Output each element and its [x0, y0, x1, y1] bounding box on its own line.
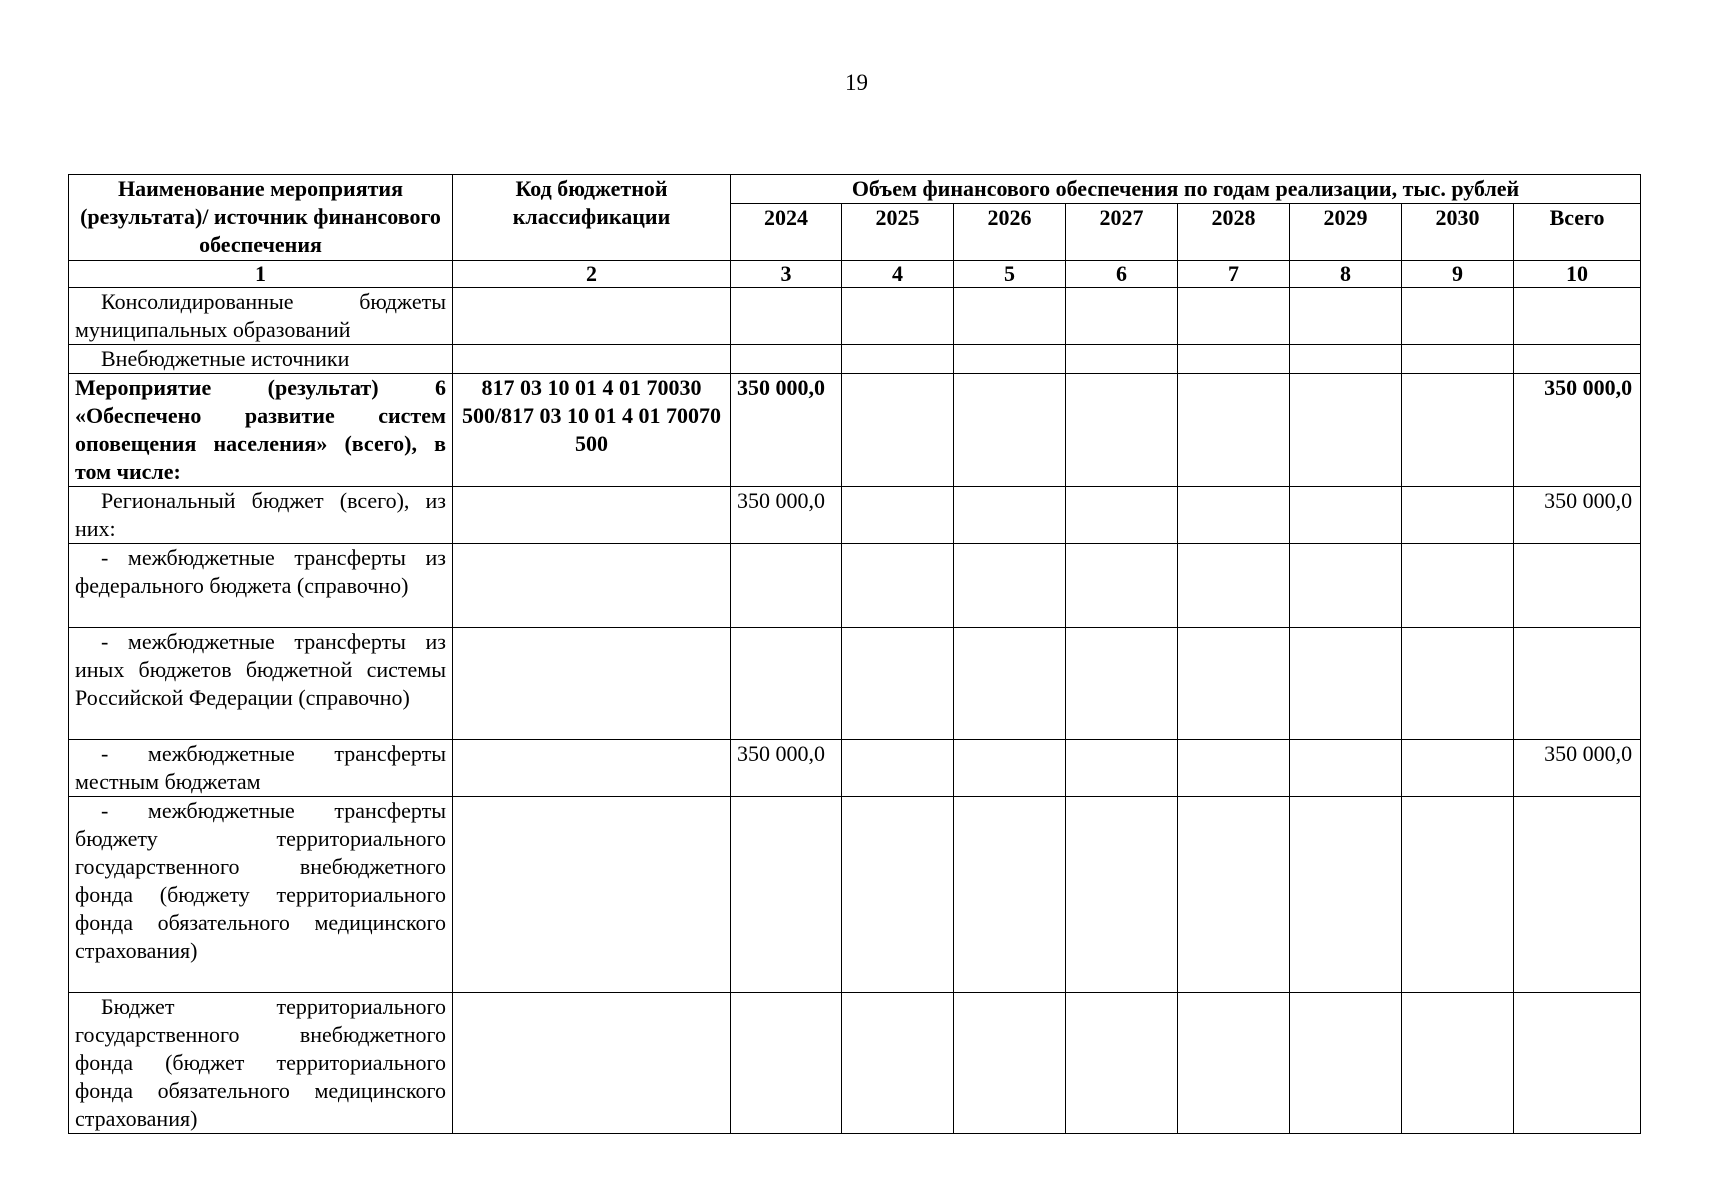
row-code: [453, 628, 731, 740]
row-value: [1402, 544, 1514, 628]
row-name: Региональный бюджет (всего), из них:: [75, 488, 446, 541]
row-name: - межбюджетные трансферты местным бюджетам: [75, 741, 446, 794]
row-value: [1178, 740, 1290, 797]
row-value: 350 000,0: [731, 487, 842, 544]
table-row: [69, 797, 1641, 993]
row-value: [954, 740, 1066, 797]
row-value: [731, 345, 842, 374]
row-value: [1290, 374, 1402, 487]
row-name: Внебюджетные источники: [101, 346, 350, 371]
row-value: [1402, 487, 1514, 544]
row-value: [1290, 345, 1402, 374]
header-year: 2026: [954, 204, 1066, 261]
row-code: [453, 288, 731, 345]
row-total: [1514, 288, 1641, 345]
financing-table: [68, 174, 1641, 1134]
row-name: - межбюджетные трансферты из иных бюджетов бюджетной системы Российской Федерации (справочно): [75, 629, 446, 710]
row-total: 350 000,0: [1514, 374, 1641, 487]
row-value: [842, 374, 954, 487]
row-value: [731, 288, 842, 345]
row-value: [1402, 993, 1514, 1134]
row-value: [1290, 993, 1402, 1134]
row-value: [1402, 345, 1514, 374]
row-value: 350 000,0: [731, 374, 842, 487]
column-number: 7: [1178, 261, 1290, 288]
row-value: [731, 993, 842, 1134]
row-value: [1178, 993, 1290, 1134]
row-value: [1402, 797, 1514, 993]
header-years-title: Объем финансового обеспечения по годам реализации, тыс. рублей: [731, 175, 1641, 204]
row-value: [1178, 797, 1290, 993]
table-row: [69, 628, 1641, 740]
row-value: [1178, 628, 1290, 740]
row-value: [1066, 487, 1178, 544]
row-total: 350 000,0: [1514, 487, 1641, 544]
row-value: [842, 345, 954, 374]
header-year: 2027: [1066, 204, 1178, 261]
table-row: [69, 993, 1641, 1134]
page-number: 19: [845, 70, 868, 95]
row-code: [453, 345, 731, 374]
row-code: [453, 797, 731, 993]
row-value: [1178, 374, 1290, 487]
row-value: [1066, 288, 1178, 345]
row-value: [1178, 544, 1290, 628]
row-value: [954, 374, 1066, 487]
row-value: 350 000,0: [731, 740, 842, 797]
column-number: 8: [1290, 261, 1402, 288]
column-number: 2: [453, 261, 731, 288]
table-row: [69, 374, 1641, 487]
row-value: [954, 993, 1066, 1134]
row-value: [954, 797, 1066, 993]
row-value: [1402, 374, 1514, 487]
row-value: [1066, 628, 1178, 740]
row-value: [1066, 797, 1178, 993]
row-value: [842, 797, 954, 993]
row-value: [954, 288, 1066, 345]
row-name: Консолидированные бюджеты муниципальных образований: [75, 289, 446, 342]
row-name: Мероприятие (результат) 6 «Обеспечено развитие систем оповещения населения» (всего), в том числе:: [75, 375, 446, 484]
table-row: [69, 288, 1641, 345]
row-total: 350 000,0: [1514, 740, 1641, 797]
header-year: 2029: [1290, 204, 1402, 261]
row-name: Бюджет территориального государственного внебюджетного фонда (бюджет территориального фонда обязательного медицинского страхования): [75, 994, 446, 1131]
row-value: [1290, 288, 1402, 345]
row-total: [1514, 628, 1641, 740]
row-value: [842, 544, 954, 628]
row-value: [842, 487, 954, 544]
row-total: [1514, 993, 1641, 1134]
row-value: [954, 345, 1066, 374]
row-value: [842, 628, 954, 740]
column-number: 4: [842, 261, 954, 288]
row-value: [1178, 487, 1290, 544]
row-code: [453, 740, 731, 797]
row-value: [1402, 740, 1514, 797]
header-code: Код бюджетной классификации: [453, 175, 731, 261]
row-value: [731, 544, 842, 628]
row-code: [453, 544, 731, 628]
row-value: [1066, 740, 1178, 797]
row-value: [842, 740, 954, 797]
table-row: [69, 487, 1641, 544]
row-value: [1178, 288, 1290, 345]
row-value: [731, 628, 842, 740]
column-number: 9: [1402, 261, 1514, 288]
row-total: [1514, 544, 1641, 628]
row-code: 817 03 10 01 4 01 70030 500/817 03 10 01 4 01 70070 500: [453, 374, 731, 487]
column-number: 10: [1514, 261, 1641, 288]
row-value: [1066, 374, 1178, 487]
header-total: Всего: [1514, 204, 1641, 261]
row-value: [731, 797, 842, 993]
row-name: - межбюджетные трансферты из федерального бюджета (справочно): [75, 545, 446, 598]
row-value: [1290, 628, 1402, 740]
row-value: [1402, 628, 1514, 740]
row-total: [1514, 797, 1641, 993]
row-code: [453, 487, 731, 544]
column-number: 5: [954, 261, 1066, 288]
row-value: [1066, 345, 1178, 374]
header-year: 2030: [1402, 204, 1514, 261]
row-value: [954, 628, 1066, 740]
row-value: [842, 993, 954, 1134]
row-value: [842, 288, 954, 345]
table-row: [69, 544, 1641, 628]
header-year: 2024: [731, 204, 842, 261]
row-value: [1178, 345, 1290, 374]
row-value: [1290, 740, 1402, 797]
column-number: 1: [69, 261, 453, 288]
column-number: 6: [1066, 261, 1178, 288]
row-value: [954, 544, 1066, 628]
row-total: [1514, 345, 1641, 374]
column-number: 3: [731, 261, 842, 288]
row-value: [954, 487, 1066, 544]
table-row: [69, 740, 1641, 797]
row-value: [1402, 288, 1514, 345]
row-value: [1290, 487, 1402, 544]
row-value: [1290, 797, 1402, 993]
row-code: [453, 993, 731, 1134]
header-year: 2028: [1178, 204, 1290, 261]
header-year: 2025: [842, 204, 954, 261]
row-value: [1066, 544, 1178, 628]
row-value: [1290, 544, 1402, 628]
row-name: - межбюджетные трансферты бюджету территориального государственного внебюджетного фонда (бюджету территориального фонда обязательного медицинского страхования): [75, 798, 446, 963]
header-name: Наименование мероприятия (результата)/ источник финансового обеспечения: [69, 175, 453, 261]
table-row: [69, 345, 1641, 374]
row-value: [1066, 993, 1178, 1134]
